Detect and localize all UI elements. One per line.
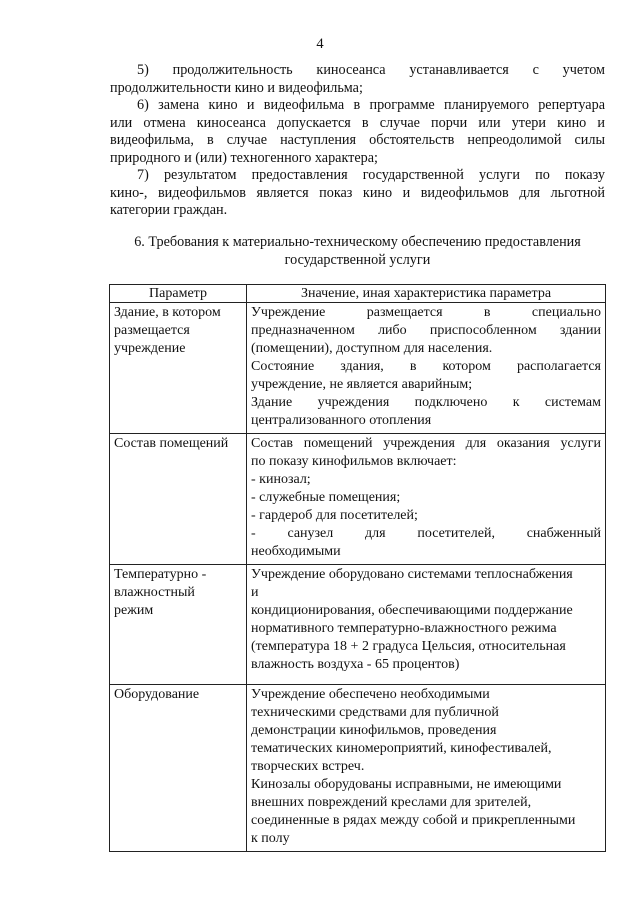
value-line: демонстрации кинофильмов, проведения (251, 723, 497, 738)
param-cell (110, 303, 247, 434)
value-cell (247, 685, 606, 852)
section-title-line: государственной услуги (284, 252, 431, 268)
body-text (110, 62, 605, 220)
value-line: Кинозалы оборудованы исправными, не имеющими (251, 777, 562, 792)
value-line: централизованного отопления (251, 413, 432, 428)
paragraph-line: 6) замена кино и видеофильма в программе планируемого репертуара (137, 97, 605, 113)
param-line: Оборудование (114, 687, 200, 702)
param-line: Здание, в котором (114, 305, 221, 320)
value-cell (247, 434, 606, 565)
paragraph-item-7 (110, 167, 605, 220)
value-line: творческих встреч. (251, 759, 365, 774)
param-cell (110, 565, 247, 685)
value-cell (247, 303, 606, 434)
table-row (110, 434, 606, 565)
value-line: по показу кинофильмов включает: (251, 454, 457, 469)
value-line: (температура 18 + 2 градуса Цельсия, относительная (251, 639, 566, 654)
section-title (110, 233, 605, 269)
value-line: влажность воздуха - 65 процентов) (251, 657, 460, 672)
table-header-row (110, 285, 606, 303)
value-line: Учреждение обеспечено необходимыми (251, 687, 490, 702)
value-line: внешних повреждений креслами для зрителей, (251, 795, 532, 810)
value-line: предназначенном либо приспособленном здании (251, 323, 601, 338)
table-row (110, 303, 606, 434)
paragraph-line: видеофильма, в случае наступления обстоятельств непреодолимой силы (110, 132, 605, 148)
value-line: необходимыми (251, 544, 341, 559)
value-line: к полу (251, 831, 290, 846)
value-line: - кинозал; (251, 472, 311, 487)
table-row (110, 565, 606, 685)
value-cell (247, 565, 606, 685)
param-cell (110, 434, 247, 565)
value-line: кондиционирования, обеспечивающими поддержание (251, 603, 573, 618)
param-line: размещается (114, 323, 190, 338)
paragraph-line: или отмена киносеанса допускается в случае порчи или утери кино и (110, 114, 605, 131)
param-line: учреждение (114, 341, 186, 356)
value-line: Учреждение размещается в специально (251, 305, 601, 320)
value-line: Здание учреждения подключено к системам (251, 395, 601, 410)
paragraph-item-5 (110, 62, 605, 97)
param-line: Температурно - (114, 567, 207, 582)
value-line: Учреждение оборудовано системами теплоснабжения (251, 567, 573, 582)
paragraph-line: природного и (или) техногенного характера; (110, 149, 379, 166)
value-line: Состояние здания, в котором располагается (251, 359, 601, 374)
param-cell (110, 685, 247, 852)
table-header-param: Параметр (110, 285, 247, 303)
value-line: соединенные в рядах между собой и прикрепленными (251, 813, 576, 828)
value-line: Состав помещений учреждения для оказания услуги (251, 436, 601, 451)
value-line: учреждение, не является аварийным; (251, 377, 473, 392)
paragraph-line: 7) результатом предоставления государственной услуги по показу (137, 167, 605, 183)
requirements-table (109, 284, 606, 852)
param-line: Состав помещений (114, 436, 229, 451)
table-body (110, 303, 606, 852)
section-title-line: 6. Требования к материально-техническому обеспечению предоставления (134, 234, 581, 250)
value-line: - служебные помещения; (251, 490, 401, 505)
paragraph-line: 5) продолжительность киносеанса устанавливается с учетом (137, 62, 605, 78)
table-row (110, 685, 606, 852)
paragraph-item-6 (110, 97, 605, 167)
value-line: - санузел для посетителей, снабженный (251, 526, 601, 541)
paragraph-line: категории граждан. (110, 202, 228, 218)
value-line: - гардероб для посетителей; (251, 508, 418, 523)
value-line: нормативного температурно-влажностного режима (251, 621, 557, 636)
value-line: тематических киномероприятий, кинофестивалей, (251, 741, 552, 756)
param-line: режим (114, 603, 154, 618)
value-line: (помещении), доступном для населения. (251, 341, 493, 356)
table-header-value: Значение, иная характеристика параметра (247, 285, 606, 303)
value-line: и (251, 585, 259, 600)
page-number: 4 (316, 36, 324, 52)
value-line: техническими средствами для публичной (251, 705, 499, 720)
paragraph-line: продолжительности кино и видеофильма; (110, 79, 363, 96)
param-line: влажностный (114, 585, 195, 600)
paragraph-line: кино-, видеофильмов является показ кино и видеофильмов для льготной (110, 184, 605, 201)
